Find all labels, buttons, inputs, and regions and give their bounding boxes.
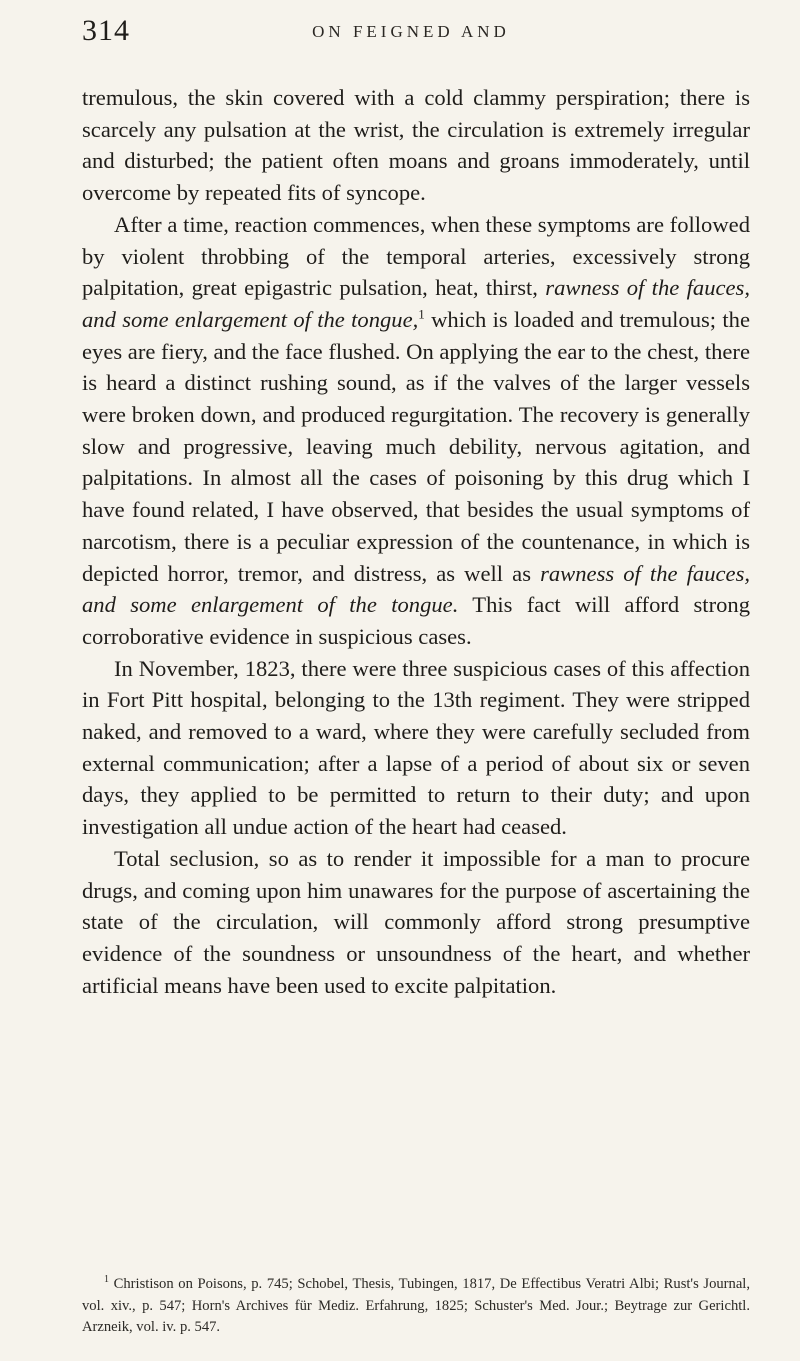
- paragraph-2-text-c: This fact will afford strong corroborative evidence in suspicious cases.: [82, 592, 751, 649]
- running-title: ON FEIGNED AND: [312, 22, 510, 41]
- footnote: [82, 1274, 750, 1339]
- footnote-reference[interactable]: 1: [418, 306, 425, 322]
- paragraph-2-text-a: After a time, reaction commences, when these symptoms are followed by violent throbbing of the temporal arteries, excessively strong palpitation, great epigastric pulsation, heat, thirst,: [82, 211, 750, 301]
- paragraph-2-italic-b: rawness of the fauces, and some enlargement of the tongue.: [82, 560, 751, 618]
- page-number: 314: [82, 14, 130, 47]
- paragraph-2-text-b: which is loaded and tremulous; the eyes are fiery, and the face flushed. On applying the ear to the chest, there is heard a distinct rushing sound, as if the valves of the larger vessels were broken down, and produced regurgitation. The recovery is generally slow and progressive, leaving much debility, nervous agitation, and palpitations. In almost all the cases of poisoning by this drug which I have found related, I have observed, that besides the usual symptoms of narcotism, there is a peculiar expression of the countenance, in which is depicted horror, tremor, and distress, as well as: [82, 306, 750, 586]
- paragraph-4: [82, 843, 750, 1002]
- paragraph-1-text: tremulous, the skin covered with a cold clammy perspiration; there is scarcely any pulsation at the wrist, the circulation is extremely irregular and disturbed; the patient often moans and groans immoderately, until overcome by repeated fits of syncope.: [82, 85, 750, 206]
- paragraph-2: [82, 209, 750, 653]
- body-text: [82, 82, 750, 1001]
- paragraph-1: [82, 82, 750, 209]
- paragraph-2-italic-a: rawness of the fauces, and some enlargement of the tongue,: [82, 275, 750, 332]
- paragraph-4-text: Total seclusion, so as to render it impossible for a man to procure drugs, and coming upon him unawares for the purpose of ascertaining the state of the circulation, will commonly afford strong presumptive evidence of the soundness or unsoundness of the heart, and whether artificial means have been used to excite palpitation.: [82, 845, 750, 998]
- paragraph-3: [82, 653, 750, 843]
- running-head: [82, 14, 740, 54]
- paragraph-3-text: In November, 1823, there were three suspicious cases of this affection in Fort Pitt hospital, belonging to the 13th regiment. They were stripped naked, and removed to a ward, where they were carefully secluded from external communication; after a lapse of a period of about six or seven days, they applied to be permitted to return to their duty; and upon investigation all undue action of the heart had ceased.: [82, 655, 750, 840]
- footnote-marker: 1: [104, 1274, 109, 1286]
- footnote-text: Christison on Poisons, p. 745; Schobel, Thesis, Tubingen, 1817, De Effectibus Veratri Albi; Rust's Journal, vol. xiv., p. 547; Horn's Archives für Mediz. Erfahrung, 1825; Schuster's Med. Jour.; Beytrage zur Gerichtl. Arzneik, vol. iv. p. 547.: [82, 1276, 750, 1335]
